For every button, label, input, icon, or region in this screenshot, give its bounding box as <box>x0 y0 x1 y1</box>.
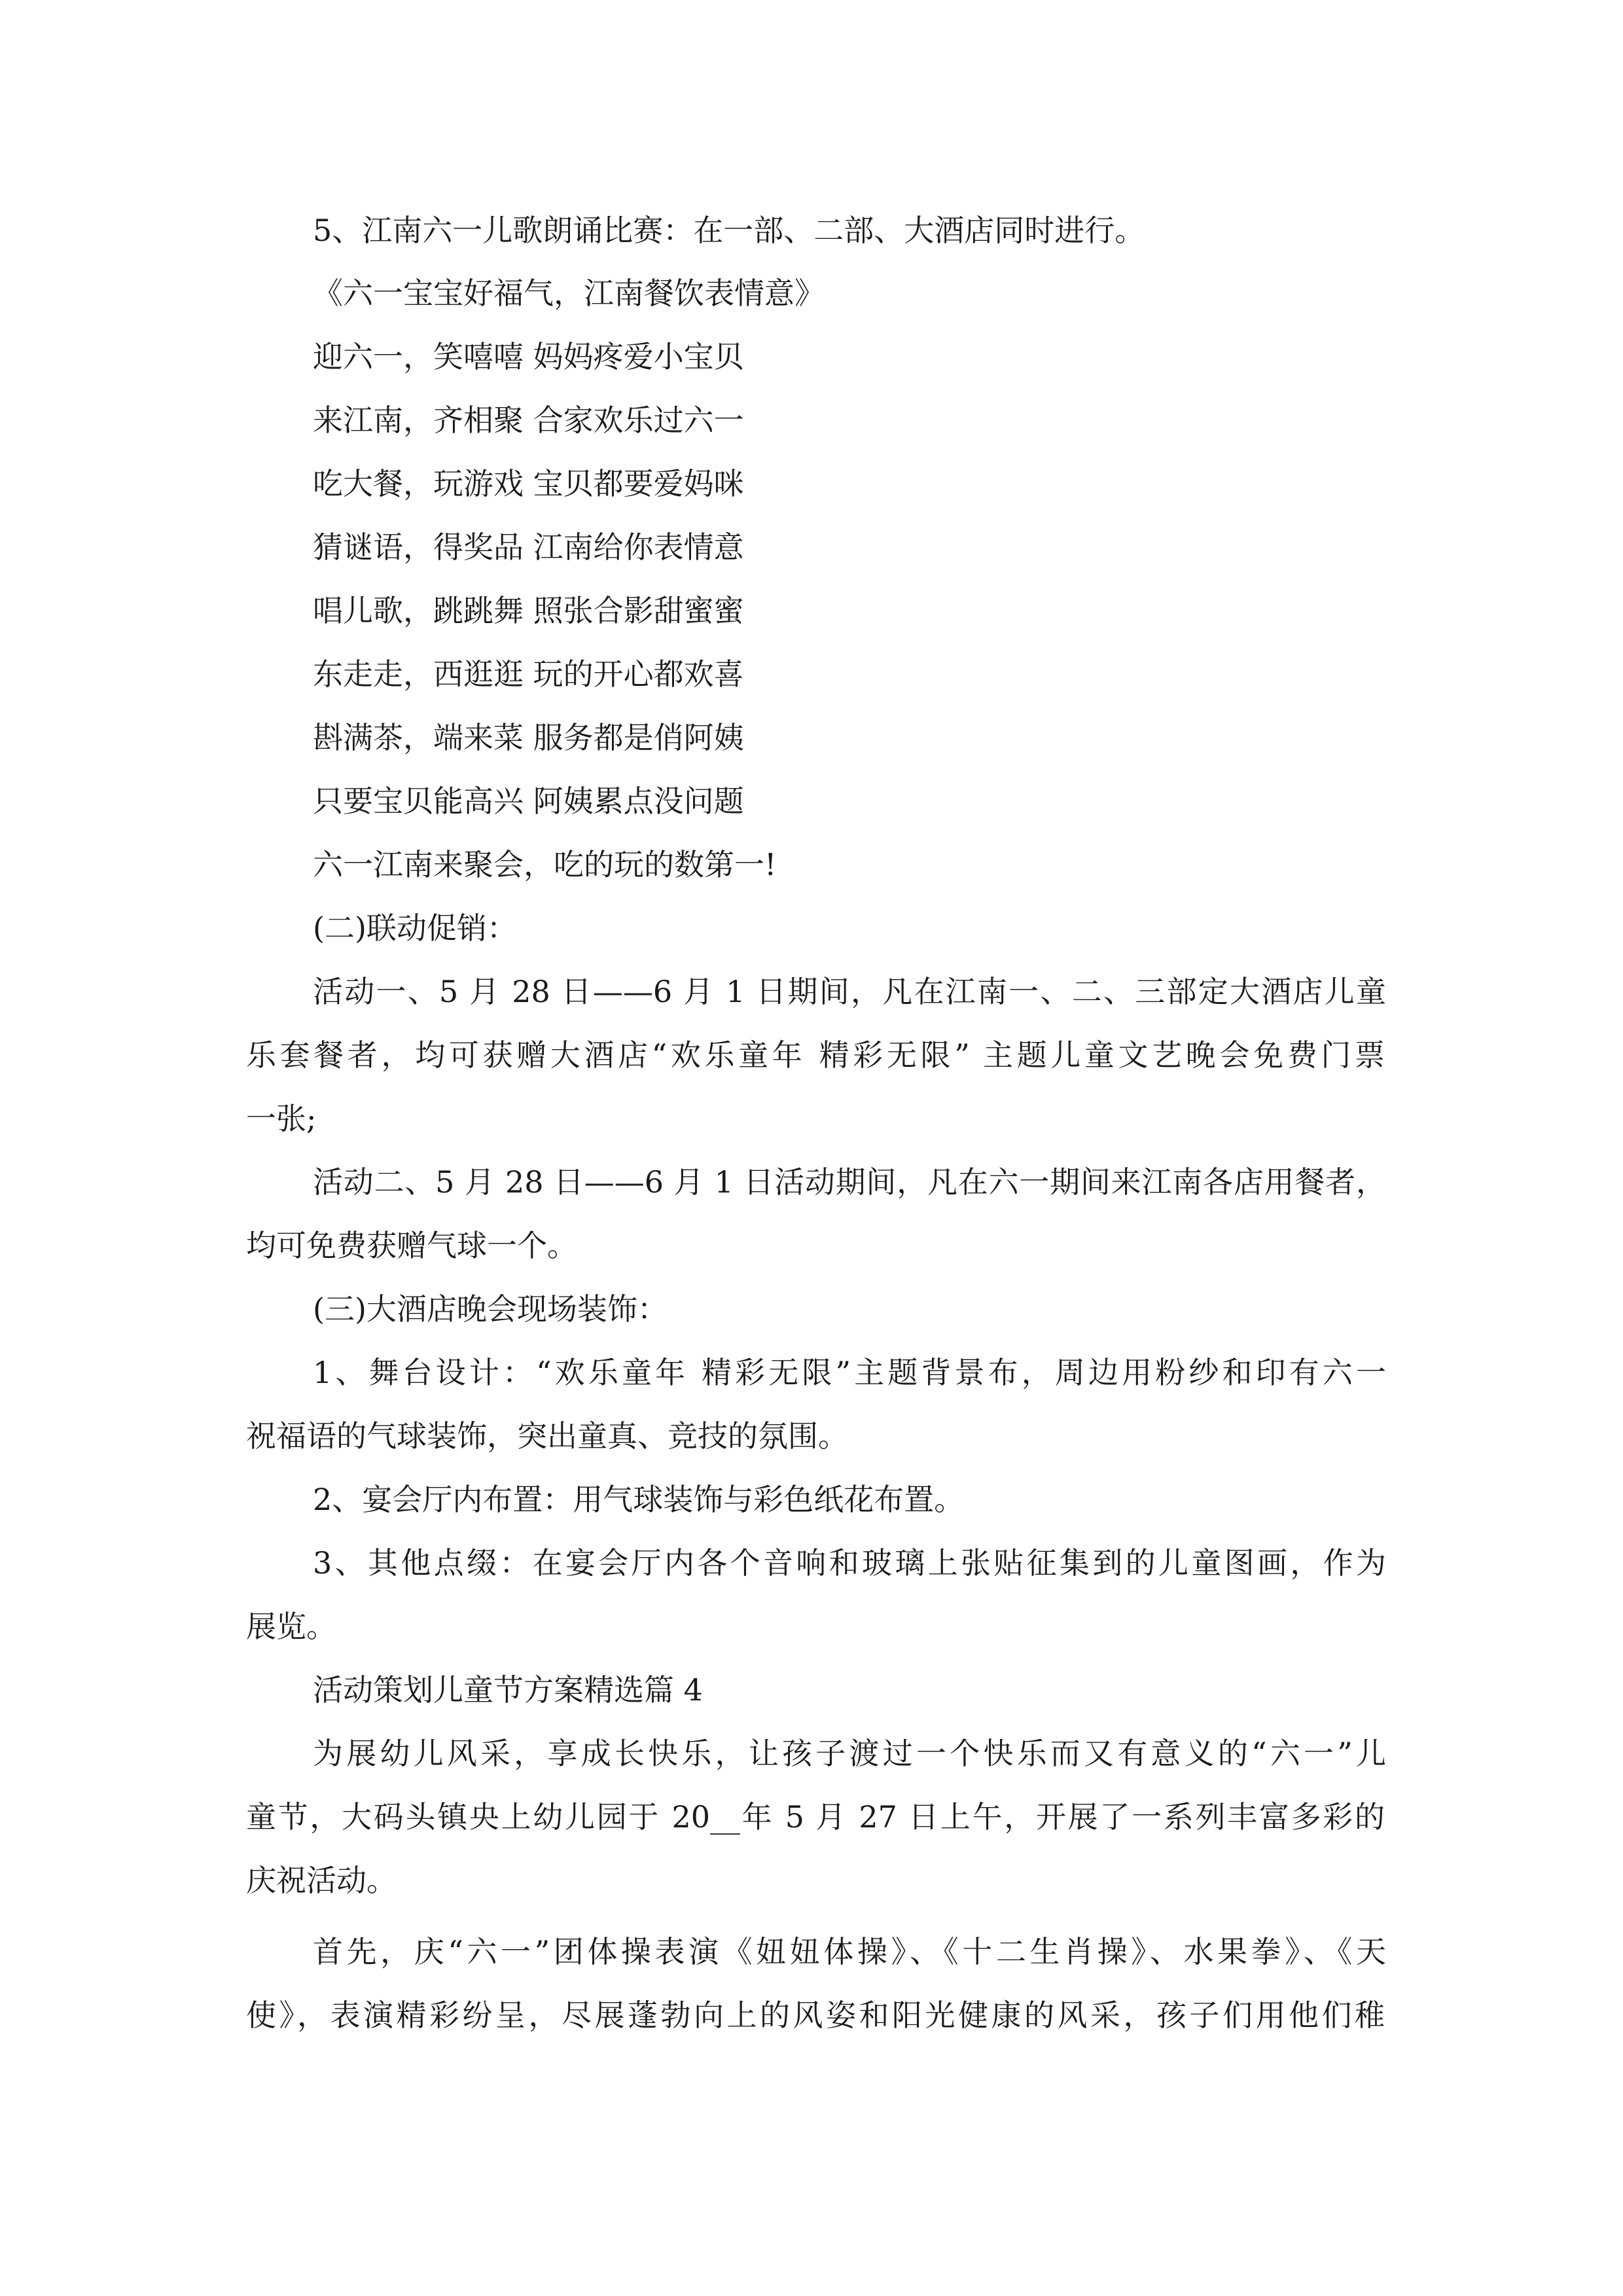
poem-line: 迎六一，笑嘻嘻 妈妈疼爱小宝贝 <box>313 339 744 374</box>
text-line: 祝福语的气球装饰，突出童真、竞技的氛围。 <box>246 1418 848 1454</box>
poem-line: 唱儿歌，跳跳舞 照张合影甜蜜蜜 <box>313 593 744 628</box>
text-line: 童节，大码头镇央上幼儿园于 20__年 5 月 27 日上午，开展了一系列丰富多彩的 <box>246 1799 1385 1835</box>
poem-title: 《六一宝宝好福气，江南餐饮表情意》 <box>313 276 825 311</box>
text-line: 展览。 <box>246 1609 336 1644</box>
text-line: 5、江南六一儿歌朗诵比赛：在一部、二部、大酒店同时进行。 <box>313 213 1145 248</box>
text-line: 乐套餐者，均可获赠大酒店“欢乐童年 精彩无限” 主题儿童文艺晚会免费门票 <box>246 1037 1385 1073</box>
poem-line: 来江南，齐相聚 合家欢乐过六一 <box>313 403 744 438</box>
poem-line: 吃大餐，玩游戏 宝贝都要爱妈咪 <box>313 466 744 501</box>
text-line: 首先，庆“六一”团体操表演《妞妞体操》、《十二生肖操》、水果拳》、《天 <box>313 1934 1386 1969</box>
text-line: 为展幼儿风采，享成长快乐，让孩子渡过一个快乐而又有意义的“六一”儿 <box>313 1736 1386 1771</box>
text-line: 1、舞台设计：“欢乐童年 精彩无限”主题背景布，周边用粉纱和印有六一 <box>313 1355 1386 1390</box>
text-line: 使》，表演精彩纷呈，尽展蓬勃向上的风姿和阳光健康的风采，孩子们用他们稚 <box>246 1998 1385 2033</box>
text-line: 3、其他点缀：在宴会厅内各个音响和玻璃上张贴征集到的儿童图画，作为 <box>313 1545 1386 1581</box>
section-heading: (二)联动促销： <box>313 910 517 946</box>
text-line: 2、宴会厅内布置：用气球装饰与彩色纸花布置。 <box>313 1482 965 1517</box>
text-line: 活动二、5 月 28 日——6 月 1 日活动期间，凡在六一期间来江南各店用餐者， <box>313 1164 1386 1200</box>
text-line: 均可免费获赠气球一个。 <box>246 1228 577 1263</box>
article-title: 活动策划儿童节方案精选篇 4 <box>313 1672 703 1708</box>
poem-line: 只要宝贝能高兴 阿姨累点没问题 <box>313 783 744 819</box>
section-heading: (三)大酒店晚会现场装饰： <box>313 1291 668 1327</box>
poem-line: 六一江南来聚会，吃的玩的数第一! <box>313 847 777 882</box>
poem-line: 东走走，西逛逛 玩的开心都欢喜 <box>313 656 744 692</box>
poem-line: 斟满茶，端来菜 服务都是俏阿姨 <box>313 720 744 755</box>
poem-line: 猜谜语，得奖品 江南给你表情意 <box>313 529 744 565</box>
text-line: 活动一、5 月 28 日——6 月 1 日期间，凡在江南一、二、三部定大酒店儿童 <box>313 974 1386 1009</box>
text-line: 庆祝活动。 <box>246 1863 397 1898</box>
text-line: 一张; <box>246 1101 317 1136</box>
